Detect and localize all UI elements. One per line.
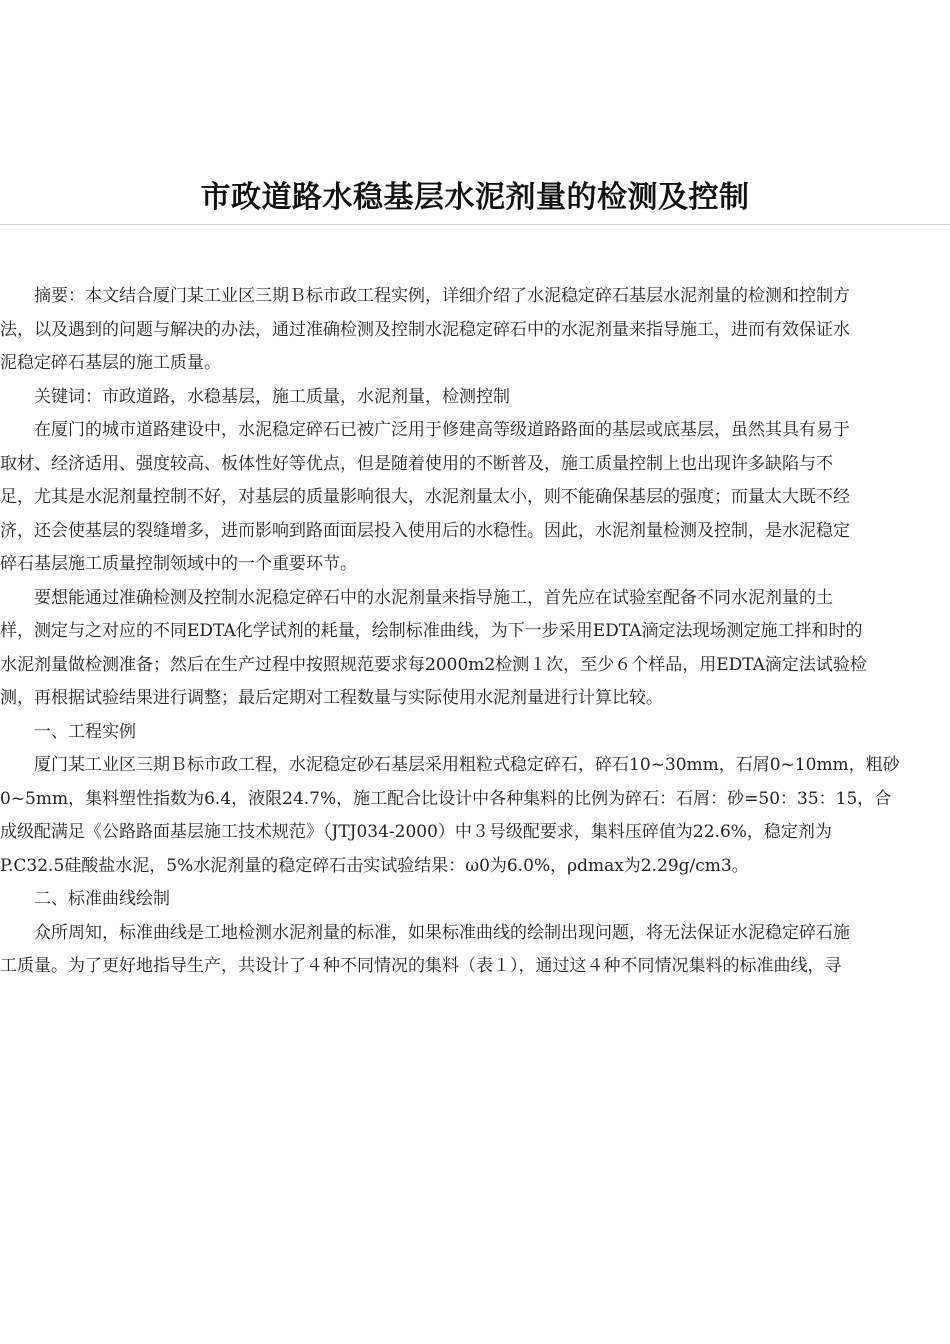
title-divider	[0, 224, 950, 225]
paragraph-line: 厦门某工业区三期Ｂ标市政工程，水泥稳定砂石基层采用粗粒式稳定碎石，碎石10~30mm，石屑0~10mm，粗砂	[34, 755, 900, 775]
paragraph-line: 碎石基层施工质量控制领域中的一个重要环节。	[0, 554, 357, 574]
paragraph-line: 样，测定与之对应的不同EDTA化学试剂的耗量，绘制标准曲线，为下一步采用EDTA滴定法现场测定施工拌和时的	[0, 621, 863, 641]
paragraph-line: 在厦门的城市道路建设中，水泥稳定碎石已被广泛用于修建高等级道路路面的基层或底基层，虽然其具有易于	[34, 420, 850, 440]
paragraph-line: 足，尤其是水泥剂量控制不好，对基层的质量影响很大，水泥剂量太小，则不能确保基层的强度；而量太大既不经	[0, 487, 850, 507]
paragraph-line: P.C32.5硅酸盐水泥，5%水泥剂量的稳定碎石击实试验结果：ω0为6.0%，ρdmax为2.29g/cm3。	[0, 855, 749, 876]
section-heading: 一、工程实例	[34, 721, 136, 742]
paragraph-line: 济，还会使基层的裂缝增多，进而影响到路面面层投入使用后的水稳性。因此，水泥剂量检测及控制，是水泥稳定	[0, 520, 850, 541]
keywords-line: 关键词：市政道路，水稳基层，施工质量，水泥剂量，检测控制	[34, 386, 510, 407]
document-body	[0, 280, 950, 984]
paragraph-line: 0~5mm，集料塑性指数为6.4，液限24.7%，施工配合比设计中各种集料的比例为碎石：石屑：砂=50：35：15，合	[0, 788, 892, 809]
abstract-line: 泥稳定碎石基层的施工质量。	[0, 353, 221, 373]
abstract-line: 法，以及遇到的问题与解决的办法，通过准确检测及控制水泥稳定碎石中的水泥剂量来指导施工，进而有效保证水	[0, 319, 850, 340]
paragraph-line: 工质量。为了更好地指导生产，共设计了４种不同情况的集料（表１），通过这４种不同情况集料的标准曲线，寻	[0, 956, 842, 976]
abstract-line: 摘要：本文结合厦门某工业区三期Ｂ标市政工程实例，详细介绍了水泥稳定碎石基层水泥剂量的检测和控制方	[34, 286, 850, 306]
document-title: 市政道路水稳基层水泥剂量的检测及控制	[200, 180, 750, 215]
paragraph-line: 测，再根据试验结果进行调整；最后定期对工程数量与实际使用水泥剂量进行计算比较。	[0, 688, 663, 708]
paragraph-line: 众所周知，标准曲线是工地检测水泥剂量的标准，如果标准曲线的绘制出现问题，将无法保证水泥稳定碎石施	[34, 922, 850, 943]
paragraph-line: 要想能通过准确检测及控制水泥稳定碎石中的水泥剂量来指导施工，首先应在试验室配备不同水泥剂量的土	[34, 587, 833, 608]
paragraph-line: 水泥剂量做检测准备；然后在生产过程中按照规范要求每2000m2检测１次，至少６个样品，用EDTA滴定法试验检	[0, 654, 867, 675]
paragraph-line: 成级配满足《公路路面基层施工技术规范》（JTJ034-2000）中３号级配要求，集料压碎值为22.6%，稳定剂为	[0, 822, 832, 842]
paragraph-line: 取材、经济适用、强度较高、板体性好等优点，但是随着使用的不断普及，施工质量控制上也出现许多缺陷与不	[0, 453, 833, 474]
section-heading: 二、标准曲线绘制	[34, 889, 170, 909]
